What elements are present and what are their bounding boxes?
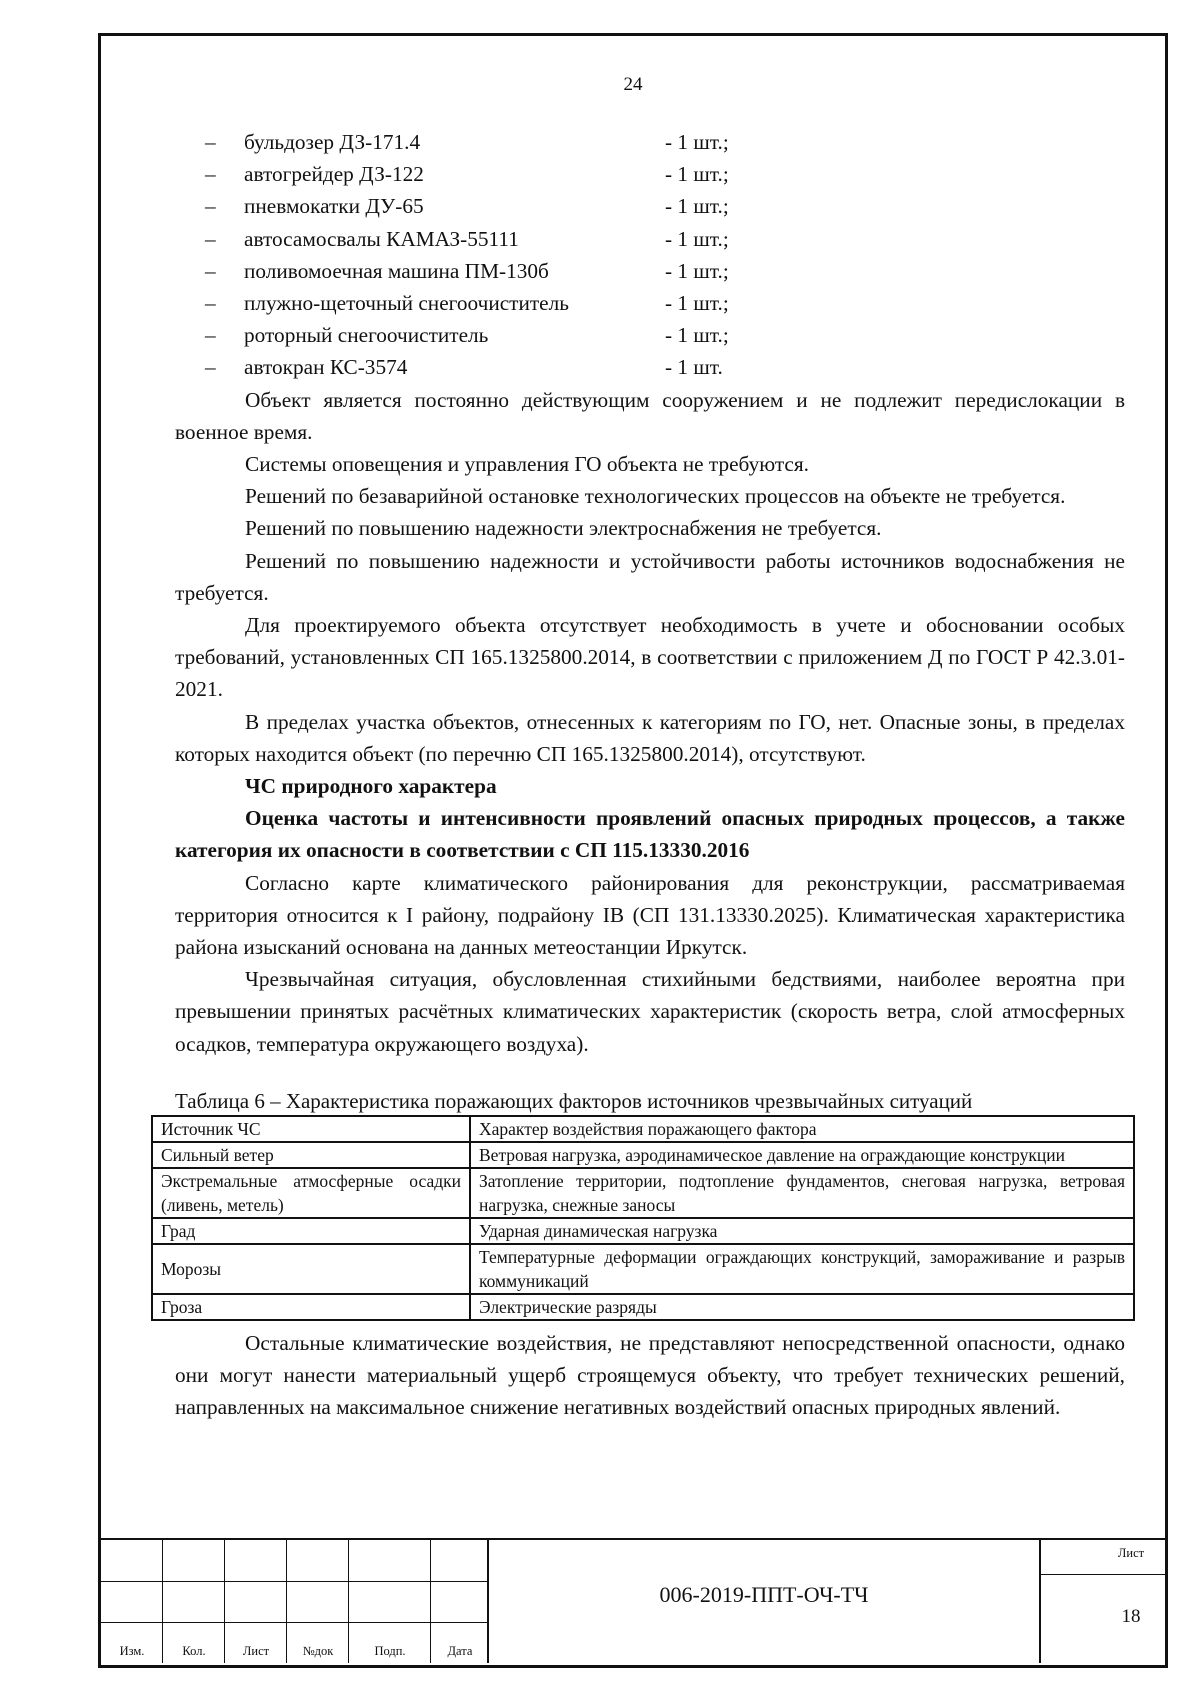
stamp-line xyxy=(1039,1574,1165,1575)
equipment-name: роторный снегоочиститель xyxy=(244,323,489,348)
equipment-qty: - 1 шт.; xyxy=(665,162,729,187)
equipment-list xyxy=(175,126,1125,384)
list-item: – бульдозер ДЗ-171.4 - 1 шт.; xyxy=(175,126,1125,158)
equipment-name: пневмокатки ДУ-65 xyxy=(244,194,424,219)
table-header-cell: Характер воздействия поражающего фактора xyxy=(470,1116,1134,1142)
stamp-label-kol: Кол. xyxy=(182,1644,206,1658)
stamp-label-podp: Подп. xyxy=(374,1644,406,1658)
equipment-qty: - 1 шт.; xyxy=(665,226,729,251)
paragraph: Объект является постоянно действующим сооружением и не подлежит передислокации в военное время. xyxy=(175,387,1125,444)
equipment-name: плужно-щеточный снегоочиститель xyxy=(244,290,569,315)
list-item: – пневмокатки ДУ-65 - 1 шт.; xyxy=(175,190,1125,222)
table-row xyxy=(152,1244,1134,1294)
equipment-name: поливомоечная машина ПМ-130б xyxy=(244,258,549,283)
stamp-label-list: Лист xyxy=(242,1644,270,1658)
list-item: – автокран КС-3574 - 1 шт. xyxy=(175,351,1125,383)
table-row xyxy=(152,1168,1134,1218)
equipment-name: автокран КС-3574 xyxy=(244,355,408,380)
table-row xyxy=(152,1294,1134,1320)
list-item: – поливомоечная машина ПМ-130б - 1 шт.; xyxy=(175,255,1125,287)
table-cell: Ударная динамическая нагрузка xyxy=(470,1218,1134,1244)
equipment-qty: - 1 шт.; xyxy=(665,258,729,283)
table-cell: Град xyxy=(152,1218,470,1244)
stamp-divider xyxy=(1039,1540,1041,1663)
table-cell: Электрические разряды xyxy=(470,1294,1134,1320)
sheet-label: Лист xyxy=(1117,1546,1145,1560)
paragraph: Остальные климатические воздействия, не представляют непосредственной опасности, однако они могут нанести материальный ущерб строящемуся объекту, что требует технических решений, направленных на максимальное снижение негативных воздействий опасных природных явлений. xyxy=(175,1330,1125,1420)
table-cell: Гроза xyxy=(152,1294,470,1320)
list-item: – автогрейдер ДЗ-122 - 1 шт.; xyxy=(175,158,1125,190)
table-header-row xyxy=(152,1116,1134,1142)
table-cell: Температурные деформации ограждающих конструкций, замораживание и разрыв коммуникаций xyxy=(470,1244,1134,1294)
list-item: – автосамосвалы КАМАЗ-55111 - 1 шт.; xyxy=(175,223,1125,255)
equipment-name: автогрейдер ДЗ-122 xyxy=(244,162,424,187)
equipment-qty: - 1 шт.; xyxy=(665,323,729,348)
table-cell: Экстремальные атмосферные осадки (ливень, метель) xyxy=(152,1168,470,1218)
title-block xyxy=(101,1538,1165,1665)
table-cell: Сильный ветер xyxy=(152,1142,470,1168)
table-row xyxy=(152,1218,1134,1244)
page-number: 24 xyxy=(623,74,643,95)
paragraph: Чрезвычайная ситуация, обусловленная стихийными бедствиями, наиболее вероятна при превышении принятых расчётных климатических характеристик (скорость ветра, слой атмосферных осадков, температура окружающего воздуха). xyxy=(175,967,1125,1056)
table-row xyxy=(152,1142,1134,1168)
document-code: 006-2019-ППТ-ОЧ-ТЧ xyxy=(659,1582,869,1607)
table-cell: Морозы xyxy=(152,1244,470,1294)
subsection-heading: Оценка частоты и интенсивности проявлений опасных природных процессов, а также категория их опасности в соответствии с СП 115.13330.2016 xyxy=(175,806,1125,863)
stamp-label-data: Дата xyxy=(447,1644,473,1658)
paragraph: Решений по повышению надежности электроснабжения не требуется. xyxy=(245,516,882,541)
document-body xyxy=(161,126,1125,1423)
table-cell: Ветровая нагрузка, аэродинамическое давление на ограждающие конструкции xyxy=(470,1142,1134,1168)
equipment-name: автосамосвалы КАМАЗ-55111 xyxy=(244,226,519,251)
paragraph: Для проектируемого объекта отсутствует необходимость в учете и обосновании особых требований, установленных СП 165.1325800.2014, в соответствии с приложением Д по ГОСТ Р 42.3.01-2021. xyxy=(175,612,1125,702)
paragraph: Решений по безаварийной остановке технологических процессов на объекте не требуется. xyxy=(245,484,1066,509)
equipment-name: бульдозер ДЗ-171.4 xyxy=(244,130,421,154)
paragraph: В пределах участка объектов, отнесенных к категориям по ГО, нет. Опасные зоны, в пределах которых находится объект (по перечню СП 165.1325800.2014), отсутствуют. xyxy=(175,709,1125,766)
sheet-number: 18 xyxy=(1121,1606,1141,1627)
paragraph: Согласно карте климатического районирования для реконструкции, рассматриваемая территория относится к I району, подрайону IВ (СП 131.13330.2025). Климатическая характеристика района изысканий основана на данных метеостанции Иркутск. xyxy=(175,870,1125,959)
table-header-cell: Источник ЧС xyxy=(152,1116,470,1142)
list-item: – плужно-щеточный снегоочиститель - 1 шт.; xyxy=(175,287,1125,319)
equipment-qty: - 1 шт. xyxy=(665,355,723,380)
hazard-table xyxy=(151,1115,1135,1321)
table-cell: Затопление территории, подтопление фундаментов, снеговая нагрузка, ветровая нагрузка, снежные заносы xyxy=(470,1168,1134,1218)
stamp-label-ndok: №док xyxy=(302,1644,334,1658)
equipment-qty: - 1 шт.; xyxy=(665,194,729,219)
list-item: – роторный снегоочиститель - 1 шт.; xyxy=(175,319,1125,351)
table-caption: Таблица 6 – Характеристика поражающих факторов источников чрезвычайных ситуаций xyxy=(175,1088,973,1113)
stamp-label-izm: Изм. xyxy=(119,1644,145,1658)
paragraph: Системы оповещения и управления ГО объекта не требуются. xyxy=(245,451,810,476)
section-heading: ЧС природного характера xyxy=(245,773,497,798)
equipment-qty: - 1 шт.; xyxy=(665,130,729,154)
paragraph: Решений по повышению надежности и устойчивости работы источников водоснабжения не требуется. xyxy=(175,548,1125,605)
stamp-line xyxy=(101,1581,489,1582)
stamp-line xyxy=(101,1622,489,1623)
page-frame xyxy=(98,33,1168,1668)
equipment-qty: - 1 шт.; xyxy=(665,290,729,315)
